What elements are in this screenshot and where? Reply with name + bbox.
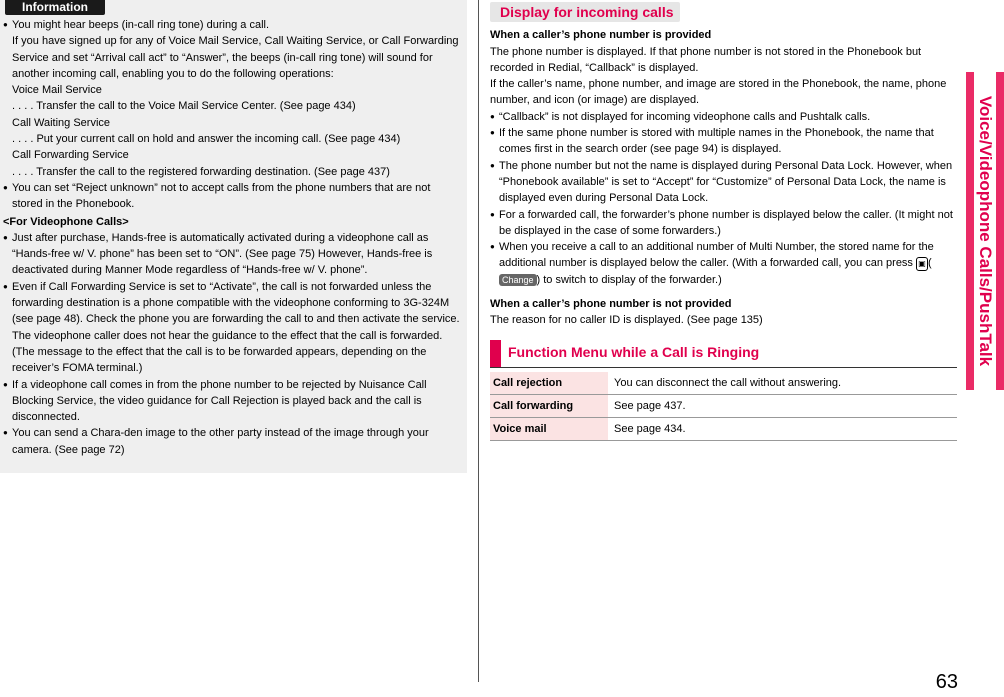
- info-bullet-handsfree: ● Just after purchase, Hands-free is automatically activated during a videophone call as “Hands-free w/ V. phone” has been set to “ON”. (See page 75) However, Hands-free is deactivated during Manner Mode regardless of “Hands-free w/ V. phone”.: [3, 230, 463, 279]
- heading-rule: [490, 367, 957, 368]
- chapter-title: Voice/Videophone Calls/PushTalk: [974, 72, 996, 390]
- information-tag: Information: [5, 0, 105, 15]
- function-menu-table: [490, 372, 957, 441]
- camera-key-icon: ▣: [916, 257, 928, 271]
- incoming-bullet-multi-number: ● When you receive a call to an additional number of Multi Number, the stored name for the additional number is displayed below the caller. (With a forwarded call, you can press ▣ (Change ) to switch to display of the forwarder.): [490, 239, 957, 288]
- heading-accent-bar: [490, 340, 501, 368]
- voice-mail-desc: . . . . Transfer the call to the Voice Mail Service Center. (See page 434): [12, 100, 356, 113]
- column-divider: [478, 0, 479, 682]
- function-menu-title: Function Menu while a Call is Ringing: [508, 344, 760, 360]
- info-bullet-reject-unknown: ● You can set “Reject unknown” not to accept calls from the phone numbers that are not stored in the Phonebook.: [3, 180, 463, 213]
- call-forwarding-desc: . . . . Transfer the call to the registered forwarding destination. (See page 437): [12, 165, 390, 178]
- menu-desc: See page 434.: [608, 418, 957, 441]
- call-waiting-label: Call Waiting Service: [12, 116, 111, 129]
- incoming-calls-tag: Display for incoming calls: [490, 2, 680, 22]
- information-panel: [0, 0, 467, 473]
- menu-item-call-rejection: Call rejection: [490, 372, 608, 395]
- change-softkey: Change: [499, 274, 537, 286]
- voice-mail-label: Voice Mail Service: [12, 84, 102, 97]
- incoming-bullet-callback: ● “Callback” is not displayed for incoming videophone calls and Pushtalk calls.: [490, 109, 957, 125]
- incoming-calls-section: [490, 0, 957, 329]
- menu-desc: You can disconnect the call without answering.: [608, 372, 957, 395]
- incoming-bullet-data-lock: ● The phone number but not the name is displayed during Personal Data Lock. However, when “Phonebook available” is set to “Accept” for “Customize” of Personal Data Lock, the name is displayed even during Personal Data Lock.: [490, 158, 957, 207]
- info-bullet-chara-den: ● You can send a Chara-den image to the other party instead of the image through your camera. (See page 72): [3, 425, 463, 458]
- table-row: [490, 372, 957, 395]
- menu-item-voice-mail: Voice mail: [490, 418, 608, 441]
- number-provided-para1: The phone number is displayed. If that phone number is not stored in the Phonebook but recorded in Redial, “Callback” is displayed.: [490, 45, 922, 74]
- number-not-provided-heading: When a caller’s phone number is not provided: [490, 298, 732, 311]
- call-forwarding-label: Call Forwarding Service: [12, 149, 129, 162]
- table-row: [490, 418, 957, 441]
- number-provided-para2: If the caller’s name, phone number, and image are stored in the Phonebook, the name, phone number, and icon (or image) are displayed.: [490, 78, 947, 107]
- incoming-bullet-forwarded: ● For a forwarded call, the forwarder’s phone number is displayed below the caller. (It might not be displayed in the case of some forwarders.): [490, 207, 957, 240]
- number-provided-heading: When a caller’s phone number is provided: [490, 29, 712, 42]
- menu-item-call-forwarding: Call forwarding: [490, 395, 608, 418]
- function-menu-heading: [490, 340, 957, 368]
- number-not-provided-para: The reason for no caller ID is displayed. (See page 135): [490, 314, 763, 327]
- call-waiting-desc: . . . . Put your current call on hold and answer the incoming call. (See page 434): [12, 133, 401, 146]
- info-bullet-nuisance: ● If a videophone call comes in from the phone number to be rejected by Nuisance Call Blocking Service, the video guidance for Call Rejection is played back and the call is disconnected.: [3, 377, 463, 426]
- incoming-bullet-multiple-names: ● If the same phone number is stored with multiple names in the Phonebook, the name that comes first in the search order (see page 94) is displayed.: [490, 125, 957, 158]
- videophone-subhead: <For Videophone Calls>: [3, 215, 129, 228]
- page-number: 63: [935, 671, 958, 693]
- table-row: [490, 395, 957, 418]
- info-bullet-forwarding: ● Even if Call Forwarding Service is set to “Activate”, the call is not forwarded unless the forwarding destination is a phone compatible with the videophone conforming to 3G-324M (see page 48). Check the phone you are forwarding the call to and then activate the service. The videophone caller does not hear the guidance to the effect that the call is forwarded. (The message to the effect that the call is to be forwarded appears, depending on the receiver’s FOMA terminal.): [3, 279, 463, 377]
- information-body: [3, 17, 463, 458]
- info-bullet-beeps: ● You might hear beeps (in-call ring tone) during a call. If you have signed up for any of Voice Mail Service, Call Waiting Service, or Call Forwarding Service and set “Arrival call act” to “Answer”, the beeps (in-call ring tone) will sound for another incoming call, enabling you to do the following operations: Voice Mail Service . . . . Transfer the call to the Voice Mail Service Center. (See page 434) Call Waiting Service . . . . Put your current call on hold and answer the incoming call. (See page 434) Call Forwarding Service . . . . Transfer the call to the registered forwarding destination. (See page 437): [3, 17, 463, 180]
- menu-desc: See page 437.: [608, 395, 957, 418]
